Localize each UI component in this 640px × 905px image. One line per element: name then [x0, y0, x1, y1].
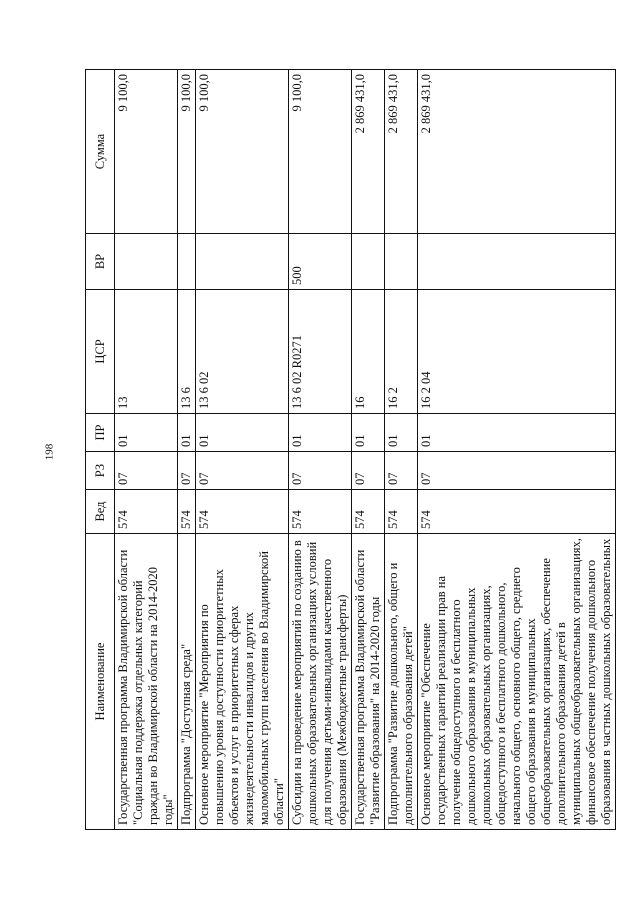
cell-section: 07 [289, 452, 352, 490]
header-subsection: ПР [86, 414, 115, 452]
header-amount: Сумма [86, 70, 115, 234]
cell-target: 13 6 02 R0271 [289, 290, 352, 414]
table-row [196, 70, 289, 830]
page-number: 198 [43, 443, 56, 461]
table-row [385, 70, 418, 830]
table-row [178, 70, 196, 830]
cell-section: 07 [418, 452, 616, 490]
header-target: ЦСР [86, 290, 115, 414]
cell-dept: 574 [352, 490, 385, 534]
cell-amount: 2 869 431,0 [418, 70, 616, 234]
table-header-row [86, 70, 115, 830]
cell-subsection: 01 [178, 414, 196, 452]
cell-name: Государственная программа Владимирской области "Развитие образования" на 2014-2020 годы [352, 534, 385, 830]
cell-target: 13 6 02 [196, 290, 289, 414]
cell-subsection: 01 [418, 414, 616, 452]
cell-target: 16 [352, 290, 385, 414]
cell-amount: 9 100,0 [178, 70, 196, 234]
table-row [418, 70, 616, 830]
cell-target: 16 2 04 [418, 290, 616, 414]
cell-expense [115, 234, 178, 290]
cell-target: 13 [115, 290, 178, 414]
cell-dept: 574 [196, 490, 289, 534]
cell-amount: 2 869 431,0 [385, 70, 418, 234]
cell-subsection: 01 [385, 414, 418, 452]
header-dept: Вед [86, 490, 115, 534]
cell-name: Основное мероприятие "Мероприятия по повышению уровня доступности приоритетных объектов и услуг в приоритетных сферах жизнедеятельности инвалидов и других маломобильных групп населения во Владимирской области" [196, 534, 289, 830]
budget-table-rotated [85, 70, 613, 830]
cell-dept: 574 [115, 490, 178, 534]
cell-dept: 574 [289, 490, 352, 534]
header-expense: ВР [86, 234, 115, 290]
header-section: РЗ [86, 452, 115, 490]
cell-expense [196, 234, 289, 290]
cell-amount: 9 100,0 [289, 70, 352, 234]
cell-amount: 9 100,0 [115, 70, 178, 234]
cell-amount: 9 100,0 [196, 70, 289, 234]
cell-expense: 500 [289, 234, 352, 290]
cell-target: 16 2 [385, 290, 418, 414]
cell-section: 07 [196, 452, 289, 490]
cell-dept: 574 [178, 490, 196, 534]
cell-dept: 574 [418, 490, 616, 534]
table-row [115, 70, 178, 830]
cell-name: Основное мероприятие "Обеспечение государственных гарантий реализации прав на получение общедоступного и бесплатного дошкольного образования в муниципальных дошкольных образовательных организациях, общедоступного и бесплатного дошкольного, начального общего, основного общего, среднего общего образования в муниципальных общеобразовательных организациях, обеспечение дополнительного образования детей в муниципальных общеобразовательных организациях, финансовое обеспечение получения дошкольного образования в частных дошкольных образовательных [418, 534, 616, 830]
table-row [289, 70, 352, 830]
cell-section: 07 [385, 452, 418, 490]
cell-expense [178, 234, 196, 290]
table-row [352, 70, 385, 830]
cell-dept: 574 [385, 490, 418, 534]
budget-table [85, 69, 616, 830]
cell-expense [352, 234, 385, 290]
cell-section: 07 [352, 452, 385, 490]
cell-section: 07 [178, 452, 196, 490]
cell-subsection: 01 [352, 414, 385, 452]
cell-subsection: 01 [115, 414, 178, 452]
cell-name: Подпрограмма "Доступная среда" [178, 534, 196, 830]
header-name: Наименование [86, 534, 115, 830]
cell-name: Субсидии на проведение мероприятий по созданию в дошкольных образовательных организациях условий для получения детьми-инвалидами качественного образования (Межбюджетные трансферты) [289, 534, 352, 830]
cell-subsection: 01 [196, 414, 289, 452]
cell-expense [385, 234, 418, 290]
cell-name: Подпрограмма "Развитие дошкольного, общего и дополнительного образования детей" [385, 534, 418, 830]
cell-amount: 2 869 431,0 [352, 70, 385, 234]
cell-subsection: 01 [289, 414, 352, 452]
cell-expense [418, 234, 616, 290]
cell-name: Государственная программа Владимирской области "Социальная поддержка отдельных категорий граждан во Владимирской области на 2014-2020 годы" [115, 534, 178, 830]
cell-section: 07 [115, 452, 178, 490]
cell-target: 13 6 [178, 290, 196, 414]
